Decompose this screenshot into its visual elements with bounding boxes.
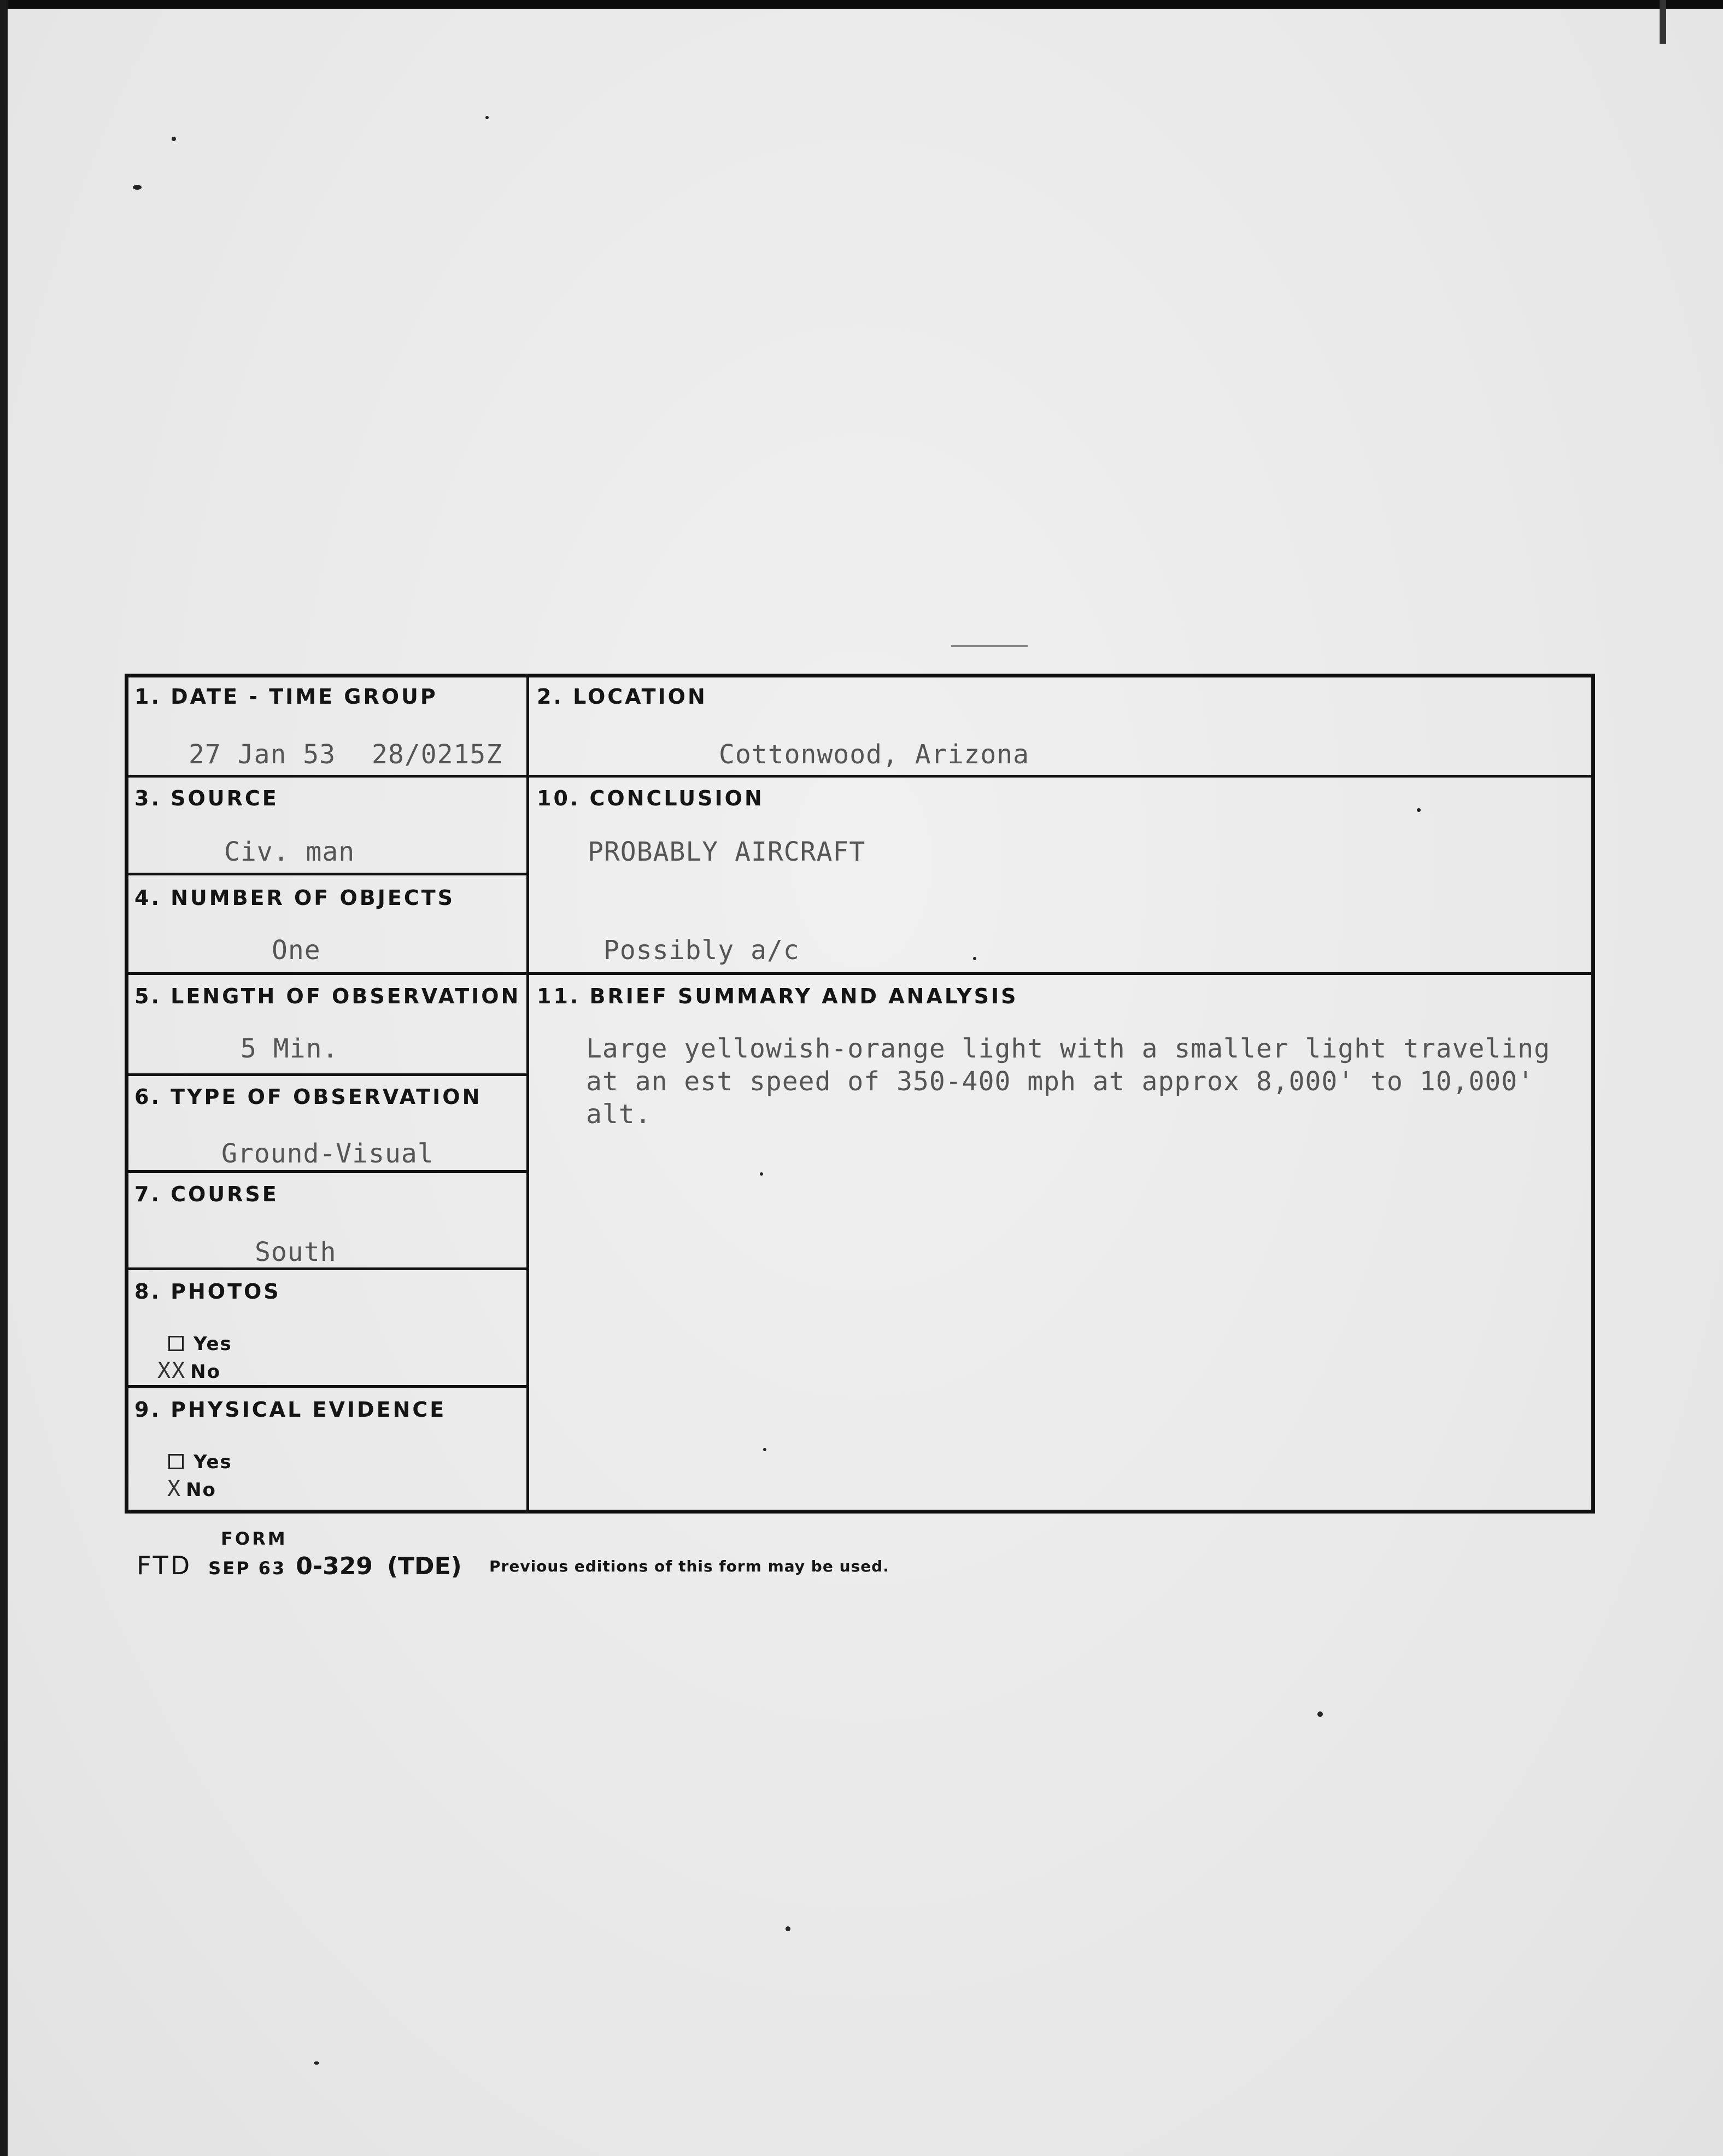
scan-edge-left [0, 0, 8, 2156]
footer-agency: FTD [137, 1551, 192, 1580]
course-label: 7. COURSE [134, 1182, 279, 1206]
form-row-divider [127, 1170, 528, 1173]
summary-label: 11. BRIEF SUMMARY AND ANALYSIS [537, 984, 1018, 1008]
photos-yes-label: Yes [194, 1333, 232, 1355]
speck [133, 185, 142, 190]
number-of-objects-value: One [272, 935, 321, 966]
footer-form-word: FORM [221, 1528, 288, 1549]
conclusion-primary: PROBABLY AIRCRAFT [588, 837, 866, 867]
footer-note: Previous editions of this form may be used. [489, 1557, 889, 1575]
physical-evidence-label: 9. PHYSICAL EVIDENCE [134, 1398, 447, 1422]
footer-form-code [137, 1551, 462, 1580]
checkbox-icon[interactable] [168, 1336, 184, 1351]
form-row-divider [127, 972, 1593, 975]
length-of-observation-label: 5. LENGTH OF OBSERVATION [134, 984, 521, 1008]
physical-evidence-no-check-mark: X [167, 1476, 182, 1501]
conclusion-label: 10. CONCLUSION [537, 786, 764, 810]
scan-edge-right [1660, 0, 1666, 44]
speck [951, 645, 1028, 647]
speck [485, 116, 489, 119]
scan-edge-top [0, 0, 1723, 9]
footer-form-number: 0-329 [296, 1552, 373, 1580]
location-label: 2. LOCATION [537, 685, 707, 709]
footer-office: (TDE) [386, 1552, 462, 1580]
physical-evidence-no-label: No [186, 1479, 216, 1501]
photos-no-label: No [190, 1361, 221, 1383]
summary-line: alt. [586, 1099, 652, 1130]
summary-line: Large yellowish-orange light with a smaller light traveling [586, 1033, 1551, 1064]
speck [172, 137, 176, 141]
type-of-observation-label: 6. TYPE OF OBSERVATION [134, 1085, 482, 1109]
footer-edition: SEP 63 [208, 1558, 286, 1579]
form-row-divider [127, 775, 1593, 778]
date-time-group-label: 1. DATE - TIME GROUP [134, 685, 438, 709]
number-of-objects-label: 4. NUMBER OF OBJECTS [134, 886, 455, 910]
speck [314, 2061, 319, 2065]
form-row-divider [127, 873, 528, 875]
physical-evidence-no-option[interactable] [167, 1476, 216, 1501]
speck [786, 1926, 790, 1931]
checkbox-icon[interactable] [168, 1454, 184, 1469]
date-value: 27 Jan 53 [189, 739, 336, 770]
photos-yes-option[interactable] [168, 1333, 232, 1355]
source-value: Civ. man [224, 837, 355, 867]
physical-evidence-yes-label: Yes [194, 1451, 232, 1473]
photos-no-option[interactable] [157, 1358, 221, 1383]
photos-no-check-mark: XX [157, 1358, 186, 1383]
location-value: Cottonwood, Arizona [719, 739, 1030, 770]
source-label: 3. SOURCE [134, 786, 279, 810]
form-row-divider [127, 1267, 528, 1270]
summary-line: at an est speed of 350-400 mph at approx 8,000' to 10,000' [586, 1066, 1534, 1097]
length-of-observation-value: 5 Min. [241, 1033, 339, 1064]
type-of-observation-value: Ground-Visual [221, 1138, 434, 1169]
time-value: 28/0215Z [372, 739, 503, 770]
course-value: South [255, 1237, 337, 1267]
form-row-divider [127, 1073, 528, 1076]
conclusion-secondary: Possibly a/c [603, 935, 800, 966]
photos-label: 8. PHOTOS [134, 1279, 281, 1304]
physical-evidence-yes-option[interactable] [168, 1451, 232, 1473]
form-row-divider [127, 1385, 528, 1388]
speck [1317, 1711, 1323, 1717]
